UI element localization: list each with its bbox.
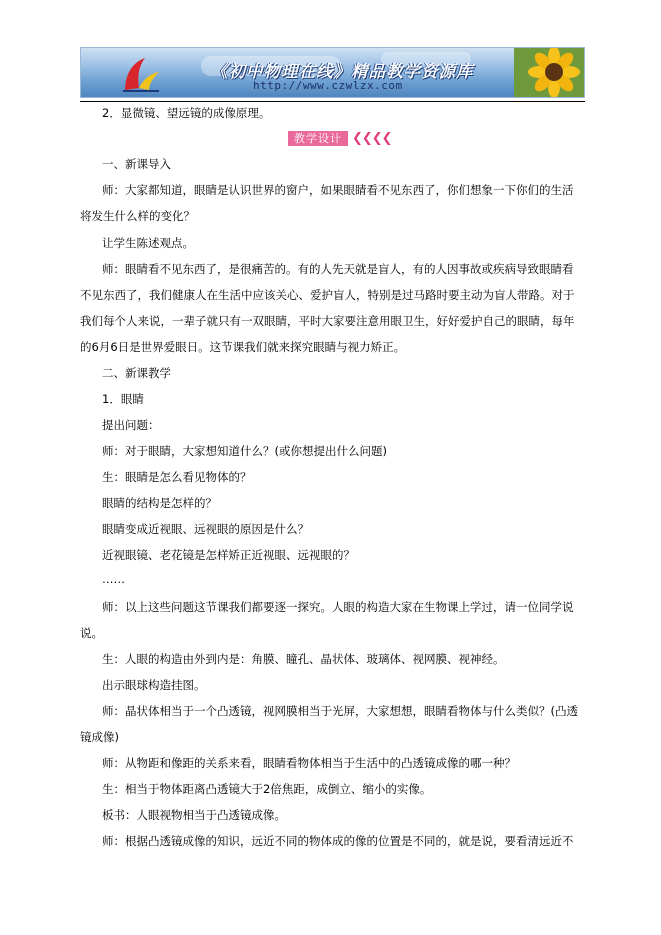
text-line: 师：眼睛看不见东西了，是很痛苦的。有的人先天就是盲人，有的人因事故或疾病导致眼睛看 (102, 262, 574, 276)
text-line: 近视眼镜、老花镜是怎样矫正近视眼、远视眼的？ (102, 548, 355, 562)
text-line: 将发生什么样的变化？ (80, 209, 195, 223)
text-line: 生：人眼的构造由外到内是：角膜、瞳孔、晶状体、玻璃体、视网膜、视神经。 (102, 652, 505, 666)
text-line: 我们每个人来说，一辈子就只有一双眼睛，平时大家要注意用眼卫生，好好爱护自己的眼睛，每年 (80, 314, 575, 328)
header-banner (80, 47, 585, 98)
text-line: 师：大家都知道，眼睛是认识世界的窗户，如果眼睛看不见东西了，你们想象一下你们的生活 (102, 183, 574, 197)
text-line: 出示眼球构造挂图。 (102, 678, 206, 692)
sunflower-icon (514, 48, 584, 98)
text-line: 提出问题： (102, 418, 160, 432)
text-line: 师：从物距和像距的关系来看，眼睛看物体相当于生活中的凸透镜成像的哪一种？ (102, 756, 516, 770)
text-line: 师：以上这些问题这节课我们都要逐一探究。人眼的构造大家在生物课上学过，请一位同学说 (102, 600, 574, 614)
text-line: 让学生陈述观点。 (102, 236, 194, 250)
text-line: 生：眼睛是怎么看见物体的？ (102, 470, 252, 484)
section-heading: 一、新课导入 (102, 157, 171, 171)
text-line: 的6月6日是世界爱眼日。这节课我们就来探究眼睛与视力矫正。 (80, 340, 406, 354)
czwlzx-logo-icon (119, 54, 163, 94)
text-line: 师：根据凸透镜成像的知识，远近不同的物体成的像的位置是不同的，就是说，要看清远近不 (102, 834, 574, 848)
chevron-left-icon: ❮❮❮❮ (352, 131, 392, 146)
subsection-heading: 1．眼睛 (102, 392, 144, 406)
banner-url[interactable]: http://www.czwlzx.com (253, 79, 403, 92)
text-line: 镜成像) (80, 730, 119, 744)
text-line: 眼睛变成近视眼、远视眼的原因是什么？ (102, 522, 309, 536)
ellipsis-line: …… (102, 572, 125, 586)
text-line: 说。 (80, 626, 103, 640)
section-heading: 二、新课教学 (102, 366, 171, 380)
text-line: 师：对于眼睛，大家想知道什么？(或你想提出什么问题) (102, 444, 387, 458)
header-divider (80, 101, 585, 102)
text-line: 板书：人眼视物相当于凸透镜成像。 (102, 808, 286, 822)
banner-title: 《初中物理在线》精品教学资源库 (211, 62, 474, 81)
text-line: 眼睛的结构是怎样的？ (102, 496, 217, 510)
text-line: 2．显微镜、望远镜的成像原理。 (102, 106, 271, 120)
text-line: 师：晶状体相当于一个凸透镜，视网膜相当于光屏，大家想想，眼睛看物体与什么类似？(凸透 (102, 704, 578, 718)
text-line: 不见东西了，我们健康人在生活中应该关心、爱护盲人，特别是过马路时要主动为盲人带路。对于 (80, 288, 575, 302)
text-line: 生：相当于物体距离凸透镜大于2倍焦距，成倒立、缩小的实像。 (102, 782, 432, 796)
section-tag-label: 教学设计 (288, 131, 348, 146)
section-tag (288, 131, 392, 146)
